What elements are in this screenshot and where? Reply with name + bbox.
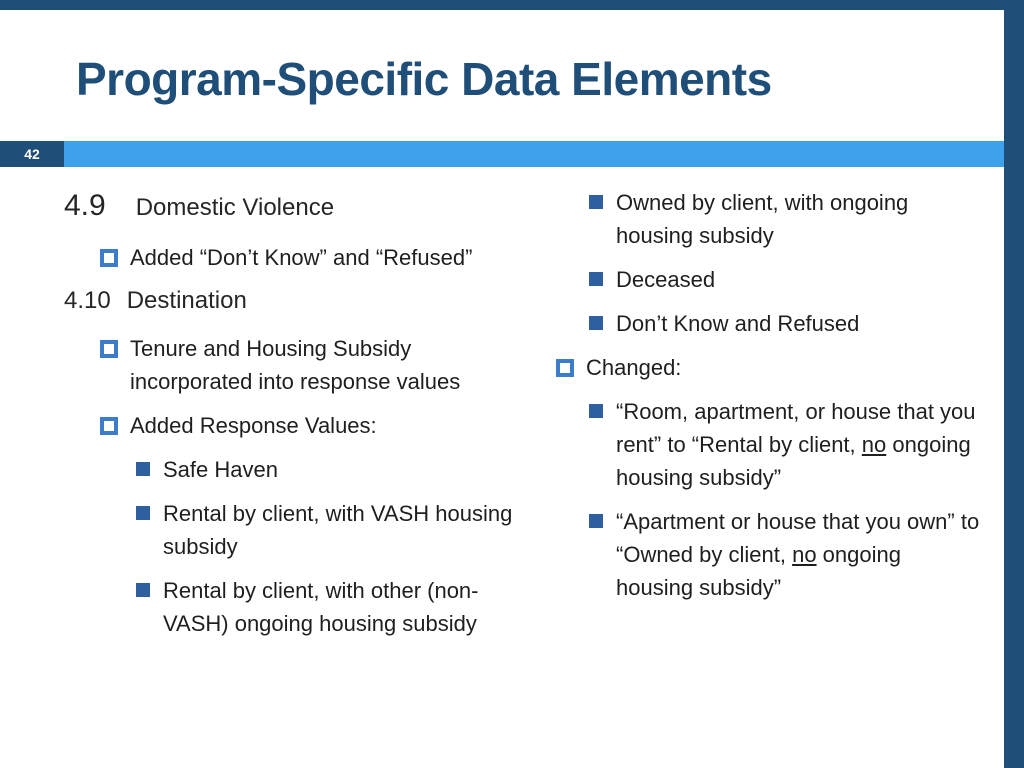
bullet-item <box>136 453 519 486</box>
left-column <box>64 186 519 651</box>
bullet-item <box>589 307 981 340</box>
hollow-square-bullet-icon <box>556 359 574 377</box>
bullet-item-text <box>616 311 859 336</box>
item-text-segment: ongoing housing subsidy” <box>616 432 971 490</box>
section-heading-text: Domestic Violence <box>135 194 335 221</box>
bullet-item <box>589 505 981 604</box>
solid-square-bullet-icon <box>136 506 150 520</box>
item-text-segment: Rental by client, with VASH housing subsidy <box>163 501 513 560</box>
bullet-item-text <box>616 267 715 292</box>
bullet-item <box>556 351 981 384</box>
hollow-square-bullet-icon <box>100 417 118 435</box>
solid-square-bullet-icon <box>589 272 603 286</box>
right-column <box>556 186 981 615</box>
item-text-segment: no <box>861 432 887 457</box>
section-heading-text: Destination <box>126 287 247 314</box>
bullet-item-text <box>616 399 976 490</box>
section-number: 4.9 <box>64 189 106 222</box>
bullet-item <box>100 332 519 398</box>
bullet-item <box>589 263 981 296</box>
solid-square-bullet-icon <box>589 195 603 209</box>
item-text-segment: Added “Don’t Know” and “Refused” <box>130 245 473 270</box>
item-text-segment: Owned by client, with ongoing housing subsidy <box>616 190 909 248</box>
header-bar <box>0 141 1004 167</box>
bullet-item-text <box>586 355 681 380</box>
bullet-item-text <box>163 501 512 559</box>
item-text-segment: no <box>792 542 817 567</box>
item-text-segment: Rental by client, with other (non-VASH) ongoing housing subsidy <box>163 578 479 637</box>
bullet-item <box>136 497 519 563</box>
bullet-item-text <box>130 336 460 394</box>
item-text-segment: Don’t Know and Refused <box>616 311 860 336</box>
bullet-item <box>136 574 519 640</box>
right-accent-strip <box>1004 0 1024 768</box>
bullet-item-text <box>616 509 979 600</box>
slide-number-badge: 42 <box>0 141 64 167</box>
item-text-segment: “Apartment or house that you own” to “Owned by client, <box>616 509 980 567</box>
solid-square-bullet-icon <box>589 316 603 330</box>
bullet-item-text <box>130 245 472 270</box>
page-title: Program-Specific Data Elements <box>76 53 772 105</box>
bullet-item <box>100 409 519 442</box>
section-heading <box>64 186 519 225</box>
bullet-item-text <box>163 578 479 636</box>
item-text-segment: Changed: <box>586 355 682 380</box>
item-text-segment: Safe Haven <box>163 457 278 483</box>
bullet-item-text <box>130 413 377 438</box>
solid-square-bullet-icon <box>136 462 150 476</box>
section-heading <box>64 285 519 316</box>
item-text-segment: Tenure and Housing Subsidy incorporated into response values <box>130 336 461 395</box>
bullet-item-text <box>163 457 278 482</box>
hollow-square-bullet-icon <box>100 340 118 358</box>
item-text-segment: Added Response Values: <box>130 413 377 439</box>
hollow-square-bullet-icon <box>100 249 118 267</box>
bullet-item <box>589 186 981 252</box>
item-text-segment: ongoing housing subsidy” <box>616 542 901 600</box>
bullet-item-text <box>616 190 908 248</box>
solid-square-bullet-icon <box>589 404 603 418</box>
solid-square-bullet-icon <box>136 583 150 597</box>
top-accent-strip <box>0 0 1024 10</box>
title-divider-bar <box>64 141 1004 167</box>
item-text-segment: Deceased <box>616 267 716 292</box>
solid-square-bullet-icon <box>589 514 603 528</box>
section-number: 4.10 <box>64 287 111 314</box>
item-text-segment: “Room, apartment, or house that you rent” to “Rental by client, <box>616 399 976 457</box>
bullet-item <box>100 241 519 274</box>
bullet-item <box>589 395 981 494</box>
